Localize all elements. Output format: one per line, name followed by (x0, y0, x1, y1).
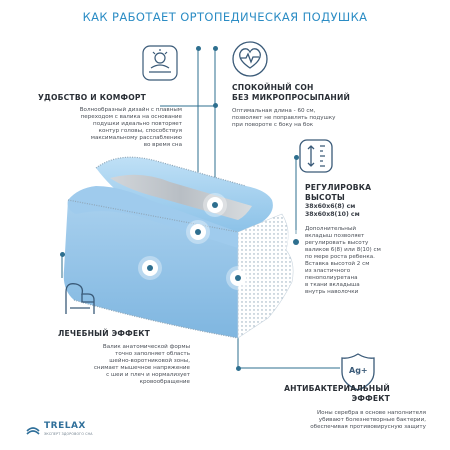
line-dot (294, 155, 299, 160)
trelax-logo-icon (26, 422, 40, 436)
line-dot (213, 103, 218, 108)
page-title: КАК РАБОТАЕТ ОРТОПЕДИЧЕСКАЯ ПОДУШКА (82, 10, 368, 24)
callout-dot-sleep (207, 197, 223, 213)
callout-dot-height (288, 234, 304, 250)
callout-dot-antibac (230, 270, 246, 286)
therapy-text: Валик анатомической формы точно заполняет область шейно-воротниковой зоны, снимает мышечное напряжение с шеи и плеч и нормализует кровообращение (93, 344, 190, 385)
brand-name: TRELAX (44, 421, 86, 431)
line-dot (60, 252, 65, 257)
line-dot (196, 46, 201, 51)
silver-badge: Ag+ (349, 366, 368, 375)
callout-dot-therapy (142, 260, 158, 276)
comfort-heading: УДОБСТВО И КОМФОРТ (38, 93, 147, 102)
comfort-text: Волнообразный дизайн с плавным переходом с валика на основание подушки идеально повторяет контур головы, способствуя максимальному расслаблению во время сна (79, 107, 182, 148)
line-dot (236, 366, 241, 371)
height-text: Дополнительный вкладыш позволяет регулировать высоту валиков 6(8) или 8(10) см по мере роста ребенка. Вставка высотой 2 см из эластичного пенополиуретана в ткани вкладыша внутрь наволочки (305, 226, 381, 295)
height-adjust-icon (300, 140, 332, 172)
callout-dot-comfort (190, 224, 206, 240)
heart-pulse-icon (233, 42, 267, 76)
brand-tagline: ЭКСПЕРТ ЗДОРОВОГО СНА (44, 432, 93, 436)
antibac-text: Ионы серебра в основе наполнителя убивают болезнетворные бактерии, обеспечивая противовирусную защиту (310, 410, 426, 430)
antibac-heading: АНТИБАКТЕРИАЛЬНЫЙ ЭФФЕКТ (284, 384, 390, 403)
head-on-pillow-icon (143, 46, 177, 80)
height-heading: РЕГУЛИРОВКА ВЫСОТЫ (305, 183, 372, 202)
sleep-heading: СПОКОЙНЫЙ СОН БЕЗ МИКРОПРОСЫПАНИЙ (232, 83, 351, 102)
height-sizes: 38х60х6(8) см 38х60х8(10) см (305, 203, 360, 218)
pillow-end-panel (238, 214, 293, 338)
therapy-heading: ЛЕЧЕБНЫЙ ЭФФЕКТ (58, 329, 151, 338)
line-dot (213, 46, 218, 51)
sleep-text: Оптимальная длина - 60 см, позволяет не поправлять подушку при повороте с боку на бок (232, 108, 336, 128)
brand-logo (26, 421, 93, 436)
